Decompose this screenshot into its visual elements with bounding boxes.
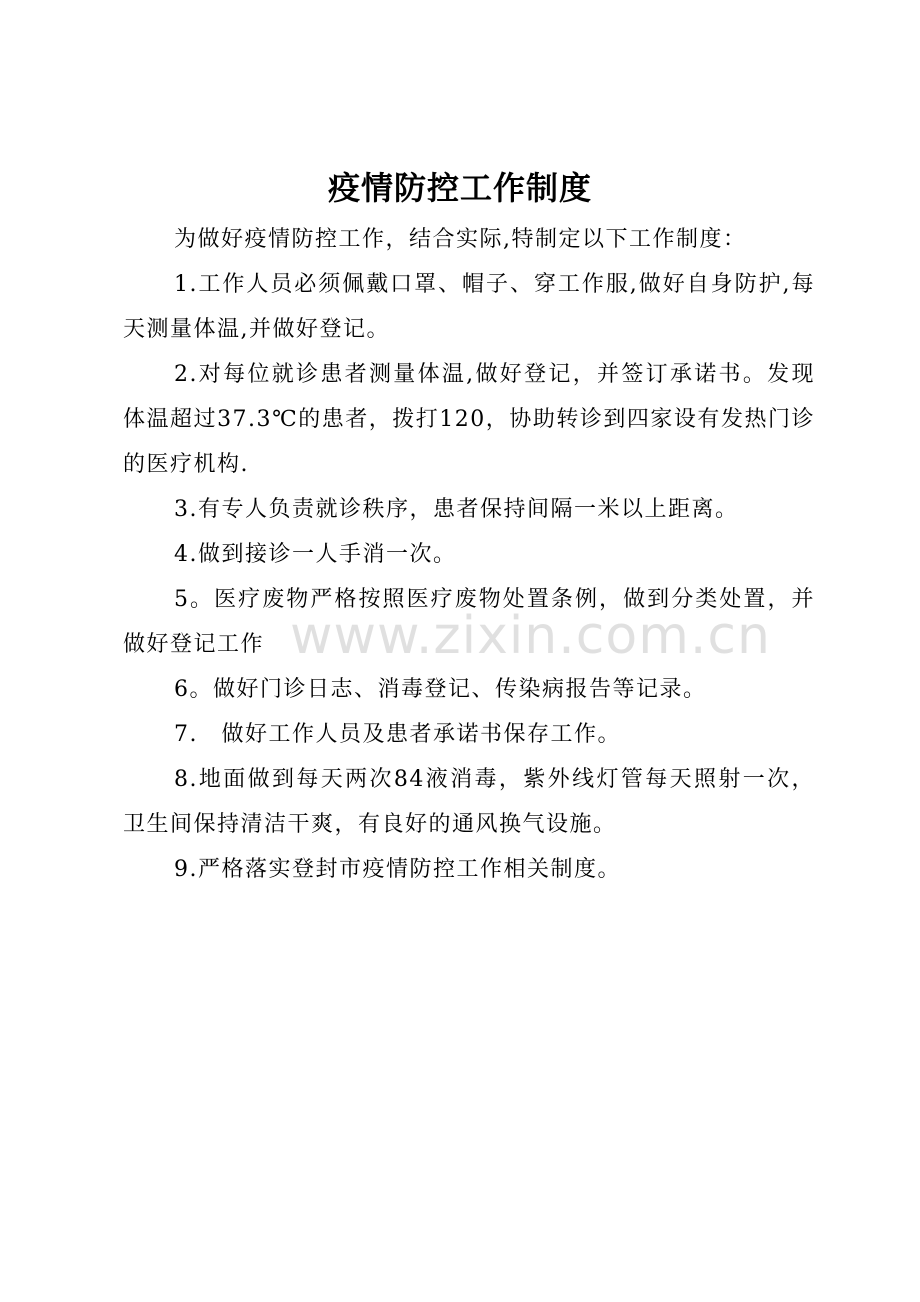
paragraph-item-8: 8.地面做到每天两次84液消毒，紫外线灯管每天照射一次，卫生间保持清洁干爽，有良好的通风换气设施。 [123, 767, 815, 837]
paragraph-intro: 为做好疫情防控工作，结合实际,特制定以下工作制度： [174, 227, 747, 252]
paragraph-item-7: 7. 做好工作人员及患者承诺书保存工作。 [174, 722, 621, 747]
paragraph-item-3: 3.有专人负责就诊秩序，患者保持间隔一米以上距离。 [174, 497, 739, 522]
watermark: www.zixin.com.cn [290, 606, 771, 666]
paragraph-item-5: 5。医疗废物严格按照医疗废物处置条例，做到分类处置，并做好登记工作 [123, 587, 815, 657]
paragraph-item-6: 6。做好门诊日志、消毒登记、传染病报告等记录。 [174, 677, 707, 702]
document-body [123, 217, 815, 892]
paragraph-item-2: 2.对每位就诊患者测量体温,做好登记，并签订承诺书。发现体温超过37.3℃的患者，拨打120，协助转诊到四家设有发热门诊的医疗机构. [123, 362, 815, 477]
paragraph-item-9: 9.严格落实登封市疫情防控工作相关制度。 [174, 857, 621, 882]
paragraph-item-4: 4.做到接诊一人手消一次。 [174, 542, 457, 567]
paragraph-item-1: 1.工作人员必须佩戴口罩、帽子、穿工作服,做好自身防护,每天测量体温,并做好登记。 [123, 272, 815, 342]
document-title: 疫情防控工作制度 [327, 169, 592, 207]
